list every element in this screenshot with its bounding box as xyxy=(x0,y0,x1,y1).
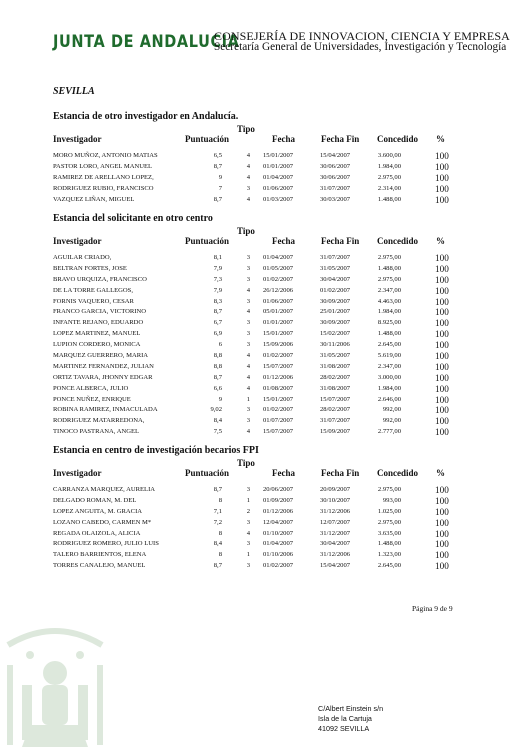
pct-cell: 100 xyxy=(435,517,449,528)
table-row xyxy=(53,373,463,384)
investigador-cell: FRANCO GARCIA, VICTORINO xyxy=(53,308,146,316)
fecha-cell: 01/12/2006 xyxy=(263,507,294,515)
fecha-fin-cell: 25/01/2007 xyxy=(320,308,351,316)
pct-cell: 100 xyxy=(435,253,449,263)
tipo-cell: 3 xyxy=(246,319,250,327)
investigador-cell: INFANTE REJANO, EDUARDO xyxy=(53,319,144,327)
investigador-cell: TALERO BARRIENTOS, ELENA xyxy=(53,551,147,559)
investigador-cell: REGADA OLAIZOLA, ALICIA xyxy=(53,529,141,537)
table-row xyxy=(53,264,463,275)
section-becarios-fpi xyxy=(53,444,463,572)
pct-cell: 100 xyxy=(435,495,449,506)
pct-cell: 100 xyxy=(435,151,449,161)
pct-cell: 100 xyxy=(435,274,449,285)
fecha-fin-cell: 30/06/2007 xyxy=(320,173,351,181)
investigador-cell: RODRIGUEZ RUBIO, FRANCISCO xyxy=(53,184,154,192)
concedido-cell: 2.975,00 xyxy=(377,518,401,526)
table-row xyxy=(53,329,463,340)
pct-cell: 100 xyxy=(435,539,449,550)
fecha-cell: 01/02/2007 xyxy=(263,275,294,283)
table-row xyxy=(53,427,463,438)
fecha-fin-cell: 15/02/2007 xyxy=(320,330,351,338)
fecha-fin-cell: 30/04/2007 xyxy=(320,275,351,283)
col-fecha-fin: Fecha Fin xyxy=(321,236,360,246)
page-number: Página 9 de 9 xyxy=(412,604,453,613)
pct-cell: 100 xyxy=(435,361,449,372)
investigador-cell: DE LA TORRE GALLEGOS, xyxy=(53,286,133,294)
tipo-cell: 4 xyxy=(246,152,250,159)
table-row xyxy=(53,318,463,329)
concedido-cell: 992,00 xyxy=(382,406,401,414)
tipo-cell: 4 xyxy=(246,286,250,294)
fecha-fin-cell: 15/04/2007 xyxy=(320,152,351,159)
investigador-cell: RODRIGUEZ MATARREDONA, xyxy=(53,417,145,425)
tipo-cell: 3 xyxy=(246,406,250,414)
table-row xyxy=(53,275,463,286)
address-postal: 41092 SEVILLA xyxy=(318,724,370,733)
concedido-cell: 2.975,00 xyxy=(377,173,401,181)
table-row xyxy=(53,340,463,351)
fecha-fin-cell: 30/09/2007 xyxy=(320,319,351,327)
concedido-cell: 2.975,00 xyxy=(377,486,401,493)
section-title: Estancia de otro investigador en Andalucía. xyxy=(53,111,239,122)
fecha-fin-cell: 01/02/2007 xyxy=(320,286,351,294)
investigador-cell: RAMIREZ DE ARELLANO LOPEZ, xyxy=(53,173,154,181)
fecha-cell: 15/01/2007 xyxy=(263,152,294,159)
fecha-fin-cell: 15/09/2007 xyxy=(320,428,351,436)
fecha-cell: 15/07/2007 xyxy=(263,428,294,436)
col-concedido: Concedido xyxy=(377,468,419,478)
table-row xyxy=(53,351,463,362)
fecha-fin-cell: 15/07/2007 xyxy=(320,395,351,403)
col-investigador: Investigador xyxy=(53,134,102,144)
header-ministry: CONSEJERÍA DE INNOVACION, CIENCIA Y EMPRESA xyxy=(214,29,510,43)
table-row xyxy=(53,496,463,507)
table-row xyxy=(53,529,463,540)
table-row xyxy=(53,384,463,395)
investigador-cell: VAZQUEZ LIÑAN, MIGUEL xyxy=(53,195,135,203)
puntuacion-cell: 8,4 xyxy=(213,417,222,425)
concedido-cell: 3.000,00 xyxy=(377,373,401,381)
fecha-fin-cell: 31/08/2007 xyxy=(320,362,351,370)
table-row xyxy=(53,184,463,195)
tipo-cell: 1 xyxy=(246,395,250,403)
investigador-cell: DELGADO ROMAN, M. DEL xyxy=(53,496,137,504)
tipo-cell: 4 xyxy=(246,428,250,436)
concedido-cell: 3.635,00 xyxy=(377,529,401,537)
fecha-fin-cell: 30/09/2007 xyxy=(320,297,351,305)
section-solicitante xyxy=(53,212,463,438)
puntuacion-cell: 8 xyxy=(218,529,222,537)
fecha-fin-cell: 31/12/2006 xyxy=(320,551,351,559)
rows xyxy=(53,485,463,572)
puntuacion-cell: 8,4 xyxy=(213,540,222,548)
puntuacion-cell: 6,5 xyxy=(213,152,222,159)
investigador-cell: MARTINEZ FERNANDEZ, JULIAN xyxy=(53,362,154,370)
fecha-cell: 15/07/2007 xyxy=(263,362,294,370)
tipo-cell: 2 xyxy=(246,507,250,515)
puntuacion-cell: 6,7 xyxy=(213,319,222,327)
investigador-cell: ROBINA RAMIREZ, INMACULADA xyxy=(53,406,158,414)
fecha-cell: 01/03/2007 xyxy=(263,195,294,203)
puntuacion-cell: 9,02 xyxy=(210,406,222,414)
table-row xyxy=(53,362,463,373)
fecha-cell: 26/12/2006 xyxy=(263,286,294,294)
pct-cell: 100 xyxy=(435,427,449,438)
table-row xyxy=(53,286,463,297)
tipo-cell: 4 xyxy=(246,384,250,392)
investigador-cell: BRAVO URQUIZA, FRANCISCO xyxy=(53,275,147,283)
tipo-cell: 4 xyxy=(246,373,250,381)
puntuacion-cell: 6,6 xyxy=(213,384,222,392)
investigador-cell: MORO MUÑOZ, ANTONIO MATIAS xyxy=(53,152,158,159)
concedido-cell: 2.646,00 xyxy=(377,395,401,403)
fecha-fin-cell: 28/02/2007 xyxy=(320,406,351,414)
investigador-cell: RODRIGUEZ ROMERO, JULIO LUIS xyxy=(53,540,159,548)
concedido-cell: 2.347,00 xyxy=(377,362,401,370)
puntuacion-cell: 8,7 xyxy=(213,308,222,316)
section-title: Estancia del solicitante en otro centro xyxy=(53,213,213,224)
fecha-cell: 01/01/2007 xyxy=(263,319,294,327)
section-otro-investigador xyxy=(53,110,463,205)
col-fecha-fin: Fecha Fin xyxy=(321,468,360,478)
concedido-cell: 1.984,00 xyxy=(377,308,401,316)
fecha-cell: 01/02/2007 xyxy=(263,352,294,360)
fecha-fin-cell: 30/04/2007 xyxy=(320,540,351,548)
table-row xyxy=(53,561,463,572)
concedido-cell: 1.984,00 xyxy=(377,384,401,392)
table-row xyxy=(53,550,463,561)
puntuacion-cell: 8,8 xyxy=(213,362,222,370)
table-row xyxy=(53,253,463,264)
puntuacion-cell: 8,7 xyxy=(213,162,222,170)
table-row xyxy=(53,307,463,318)
fecha-fin-cell: 20/09/2007 xyxy=(320,486,351,493)
puntuacion-cell: 7,9 xyxy=(213,286,222,294)
fecha-cell: 01/04/2007 xyxy=(263,254,294,261)
address-area: Isla de la Cartuja xyxy=(318,714,372,723)
fecha-fin-cell: 28/02/2007 xyxy=(320,373,351,381)
pct-cell: 100 xyxy=(435,285,449,296)
pct-cell: 100 xyxy=(435,372,449,383)
puntuacion-cell: 6,9 xyxy=(213,330,222,338)
table-row xyxy=(53,416,463,427)
pct-cell: 100 xyxy=(435,383,449,394)
fecha-cell: 15/01/2007 xyxy=(263,330,294,338)
puntuacion-cell: 8,7 xyxy=(213,373,222,381)
concedido-cell: 2.645,00 xyxy=(377,562,401,570)
col-concedido: Concedido xyxy=(377,236,419,246)
pct-cell: 100 xyxy=(435,340,449,351)
fecha-fin-cell: 30/03/2007 xyxy=(320,195,351,203)
fecha-cell: 01/06/2007 xyxy=(263,184,294,192)
fecha-cell: 20/06/2007 xyxy=(263,486,294,493)
pct-cell: 100 xyxy=(435,506,449,517)
column-headers xyxy=(53,134,463,147)
table-row xyxy=(53,151,463,162)
tipo-cell: 4 xyxy=(246,352,250,360)
fecha-fin-cell: 12/07/2007 xyxy=(320,518,351,526)
concedido-cell: 1.984,00 xyxy=(377,162,401,170)
tipo-cell: 3 xyxy=(246,275,250,283)
fecha-cell: 01/02/2007 xyxy=(263,562,294,570)
header-department: Secretaría General de Universidades, Investigación y Tecnología xyxy=(214,41,507,53)
concedido-cell: 993,00 xyxy=(382,496,401,504)
col-fecha-fin: Fecha Fin xyxy=(321,134,360,144)
puntuacion-cell: 7,1 xyxy=(213,507,222,515)
table-row xyxy=(53,195,463,206)
fecha-cell: 12/04/2007 xyxy=(263,518,294,526)
col-tipo: Tipo xyxy=(237,226,255,236)
investigador-cell: BELTRAN FORTES, JOSE xyxy=(53,264,127,272)
tipo-cell: 3 xyxy=(246,486,250,493)
table-row xyxy=(53,507,463,518)
puntuacion-cell: 9 xyxy=(218,395,222,403)
concedido-cell: 1.488,00 xyxy=(377,330,401,338)
col-concedido: Concedido xyxy=(377,134,419,144)
puntuacion-cell: 8 xyxy=(218,496,222,504)
table-row xyxy=(53,395,463,406)
concedido-cell: 2.777,00 xyxy=(377,428,401,436)
pct-cell: 100 xyxy=(435,296,449,307)
pct-cell: 100 xyxy=(435,329,449,340)
fecha-fin-cell: 30/11/2006 xyxy=(320,341,350,349)
puntuacion-cell: 8 xyxy=(218,551,222,559)
col-puntuacion: Puntuación xyxy=(185,134,230,144)
fecha-cell: 01/10/2006 xyxy=(263,551,294,559)
address-street: C/Albert Einstein s/n xyxy=(318,704,384,713)
puntuacion-cell: 7 xyxy=(218,184,222,192)
tipo-cell: 4 xyxy=(246,529,250,537)
puntuacion-cell: 8,3 xyxy=(213,297,222,305)
pct-cell: 100 xyxy=(435,318,449,329)
concedido-cell: 5.619,00 xyxy=(377,352,401,360)
fecha-fin-cell: 31/05/2007 xyxy=(320,264,351,272)
puntuacion-cell: 7,2 xyxy=(213,518,222,526)
pct-cell: 100 xyxy=(435,394,449,405)
puntuacion-cell: 8,8 xyxy=(213,352,222,360)
investigador-cell: FORNIS VAQUERO, CESAR xyxy=(53,297,134,305)
investigador-cell: LOPEZ ANGUITA, M. GRACIA xyxy=(53,507,143,515)
tipo-cell: 3 xyxy=(246,518,250,526)
pct-cell: 100 xyxy=(435,405,449,416)
col-pct: % xyxy=(436,134,445,144)
tipo-cell: 3 xyxy=(246,297,250,305)
pct-cell: 100 xyxy=(435,307,449,318)
pct-cell: 100 xyxy=(435,263,449,274)
fecha-fin-cell: 31/08/2007 xyxy=(320,384,351,392)
col-fecha: Fecha xyxy=(272,236,295,246)
puntuacion-cell: 8,7 xyxy=(213,562,222,570)
col-pct: % xyxy=(436,468,445,478)
tipo-cell: 3 xyxy=(246,341,250,349)
tipo-cell: 3 xyxy=(246,254,250,261)
fecha-fin-cell: 30/10/2007 xyxy=(320,496,351,504)
concedido-cell: 2.314,00 xyxy=(377,184,401,192)
junta-logo: JUNTA DE ANDALUCIA xyxy=(53,33,240,52)
table-row xyxy=(53,173,463,184)
rows xyxy=(53,151,463,205)
investigador-cell: MARQUEZ GUERRERO, MARIA xyxy=(53,352,149,360)
concedido-cell: 2.645,00 xyxy=(377,341,401,349)
pct-cell: 100 xyxy=(435,416,449,427)
col-fecha: Fecha xyxy=(272,468,295,478)
puntuacion-cell: 6 xyxy=(218,341,222,349)
investigador-cell: LUPION CORDERO, MONICA xyxy=(53,341,141,349)
investigador-cell: PONCE NUÑEZ, ENRIQUE xyxy=(53,395,131,403)
pct-cell: 100 xyxy=(435,161,449,172)
investigador-cell: LOZANO CABEDO, CARMEN M* xyxy=(53,518,152,526)
col-tipo: Tipo xyxy=(237,124,255,134)
fecha-fin-cell: 31/12/2006 xyxy=(320,507,351,515)
city-heading: SEVILLA xyxy=(53,86,95,97)
andalucia-emblem-watermark xyxy=(0,625,110,750)
fecha-fin-cell: 31/05/2007 xyxy=(320,352,351,360)
fecha-fin-cell: 30/06/2007 xyxy=(320,162,351,170)
fecha-cell: 01/04/2007 xyxy=(263,540,294,548)
puntuacion-cell: 9 xyxy=(218,173,222,181)
puntuacion-cell: 8,7 xyxy=(213,486,222,493)
tipo-cell: 4 xyxy=(246,362,250,370)
tipo-cell: 4 xyxy=(246,173,250,181)
concedido-cell: 1.488,00 xyxy=(377,195,401,203)
fecha-cell: 01/05/2007 xyxy=(263,264,294,272)
puntuacion-cell: 7,3 xyxy=(213,275,222,283)
fecha-cell: 01/08/2007 xyxy=(263,384,294,392)
pct-cell: 100 xyxy=(435,194,449,205)
column-headers xyxy=(53,236,463,249)
pct-cell: 100 xyxy=(435,561,449,572)
tipo-cell: 1 xyxy=(246,551,250,559)
investigador-cell: LOPEZ MARTINEZ, MANUEL xyxy=(53,330,141,338)
table-row xyxy=(53,539,463,550)
table-row xyxy=(53,485,463,496)
tipo-cell: 4 xyxy=(246,162,250,170)
pct-cell: 100 xyxy=(435,485,449,495)
concedido-cell: 1.488,00 xyxy=(377,540,401,548)
investigador-cell: ORTIZ TAVARA, JHONNY EDGAR xyxy=(53,373,153,381)
col-tipo: Tipo xyxy=(237,458,255,468)
tipo-cell: 3 xyxy=(246,264,250,272)
concedido-cell: 2.975,00 xyxy=(377,275,401,283)
concedido-cell: 2.347,00 xyxy=(377,286,401,294)
fecha-fin-cell: 31/07/2007 xyxy=(320,254,351,261)
concedido-cell: 3.600,00 xyxy=(377,152,401,159)
tipo-cell: 3 xyxy=(246,562,250,570)
tipo-cell: 1 xyxy=(246,496,250,504)
fecha-cell: 15/09/2006 xyxy=(263,341,294,349)
investigador-cell: AGUILAR CRIADO, xyxy=(53,254,112,261)
tipo-cell: 4 xyxy=(246,308,250,316)
concedido-cell: 1.323,00 xyxy=(377,551,401,559)
pct-cell: 100 xyxy=(435,351,449,362)
table-row xyxy=(53,297,463,308)
col-fecha: Fecha xyxy=(272,134,295,144)
concedido-cell: 1.025,00 xyxy=(377,507,401,515)
pct-cell: 100 xyxy=(435,172,449,183)
puntuacion-cell: 7,9 xyxy=(213,264,222,272)
fecha-cell: 01/10/2007 xyxy=(263,529,294,537)
table-row xyxy=(53,405,463,416)
concedido-cell: 992,00 xyxy=(382,417,401,425)
table-row xyxy=(53,518,463,529)
investigador-cell: PASTOR LORO, ANGEL MANUEL xyxy=(53,162,153,170)
tipo-cell: 4 xyxy=(246,195,250,203)
fecha-cell: 01/02/2007 xyxy=(263,406,294,414)
fecha-fin-cell: 31/07/2007 xyxy=(320,184,351,192)
fecha-fin-cell: 31/12/2007 xyxy=(320,529,351,537)
tipo-cell: 3 xyxy=(246,540,250,548)
fecha-cell: 01/09/2007 xyxy=(263,496,294,504)
concedido-cell: 8.925,00 xyxy=(377,319,401,327)
column-headers xyxy=(53,468,463,481)
col-pct: % xyxy=(436,236,445,246)
table-row xyxy=(53,162,463,173)
fecha-cell: 01/04/2007 xyxy=(263,173,294,181)
investigador-cell: TORRES CANALEJO, MANUEL xyxy=(53,562,146,570)
pct-cell: 100 xyxy=(435,550,449,561)
fecha-cell: 01/12/2006 xyxy=(263,373,294,381)
tipo-cell: 3 xyxy=(246,330,250,338)
concedido-cell: 4.463,00 xyxy=(377,297,401,305)
fecha-cell: 01/06/2007 xyxy=(263,297,294,305)
pct-cell: 100 xyxy=(435,528,449,539)
puntuacion-cell: 8,1 xyxy=(213,254,222,261)
rows xyxy=(53,253,463,438)
concedido-cell: 2.975,00 xyxy=(377,254,401,261)
col-puntuacion: Puntuación xyxy=(185,236,230,246)
pct-cell: 100 xyxy=(435,183,449,194)
puntuacion-cell: 8,7 xyxy=(213,195,222,203)
section-title: Estancia en centro de investigación becarios FPI xyxy=(53,445,259,456)
tipo-cell: 3 xyxy=(246,417,250,425)
investigador-cell: PONCE ALBERCA, JULIO xyxy=(53,384,129,392)
fecha-cell: 15/01/2007 xyxy=(263,395,294,403)
col-investigador: Investigador xyxy=(53,468,102,478)
fecha-fin-cell: 15/04/2007 xyxy=(320,562,351,570)
fecha-cell: 01/07/2007 xyxy=(263,417,294,425)
puntuacion-cell: 7,5 xyxy=(213,428,222,436)
col-investigador: Investigador xyxy=(53,236,102,246)
fecha-cell: 01/01/2007 xyxy=(263,162,294,170)
fecha-cell: 05/01/2007 xyxy=(263,308,294,316)
tipo-cell: 3 xyxy=(246,184,250,192)
investigador-cell: TINOCO PASTRANA, ANGEL xyxy=(53,428,140,436)
col-puntuacion: Puntuación xyxy=(185,468,230,478)
address-block xyxy=(318,704,383,734)
investigador-cell: CARRANZA MARQUEZ, AURELIA xyxy=(53,486,156,493)
fecha-fin-cell: 31/07/2007 xyxy=(320,417,351,425)
concedido-cell: 1.488,00 xyxy=(377,264,401,272)
